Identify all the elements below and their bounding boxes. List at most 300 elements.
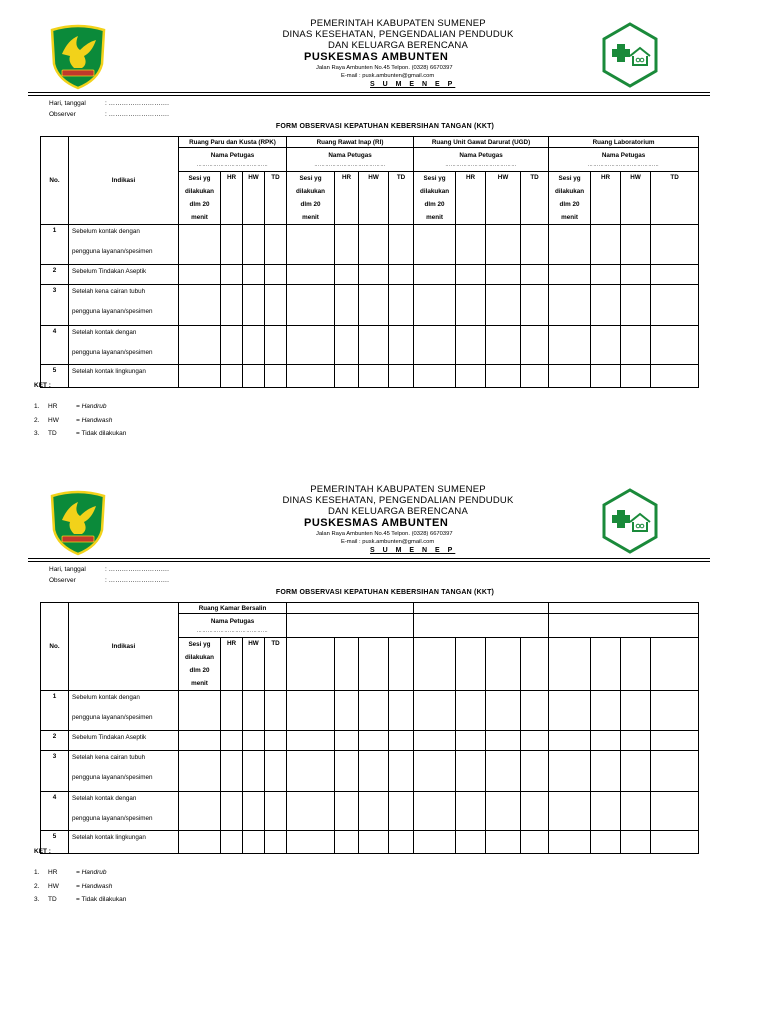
observer-field[interactable]: : ……………………….	[105, 577, 169, 584]
observation-cell[interactable]	[359, 285, 389, 326]
observation-cell[interactable]	[221, 731, 243, 751]
observation-cell[interactable]	[335, 731, 359, 751]
staff-name-dots[interactable]: …………………………………	[445, 161, 517, 168]
observation-cell[interactable]	[521, 326, 549, 365]
observation-cell[interactable]	[179, 831, 221, 854]
observation-cell[interactable]	[265, 751, 287, 792]
sesi-header	[179, 172, 221, 225]
observation-cell[interactable]	[486, 285, 521, 326]
letterhead-puskesmas-name: PUSKESMAS AMBUNTEN	[304, 517, 449, 529]
hr-header	[335, 638, 359, 691]
sesi-header	[287, 638, 335, 691]
observation-cell[interactable]	[456, 731, 486, 751]
observation-cell[interactable]	[335, 831, 359, 854]
indication-line-1: Setelah kontak lingkungan	[72, 368, 146, 375]
observation-cell[interactable]	[486, 731, 521, 751]
indication-line-1: Sebelum kontak dengan	[72, 694, 140, 701]
letterhead-agency: DINAS KESEHATAN, PENGENDALIAN PENDUDUK	[282, 29, 514, 40]
indication-row	[41, 265, 699, 285]
legend-item: 3. TD = Tidak dilakukan	[34, 896, 127, 903]
observation-cell[interactable]	[265, 731, 287, 751]
observation-cell[interactable]	[243, 285, 265, 326]
indication-line-2: pengguna layanan/spesimen	[72, 815, 153, 822]
td-header: TD	[651, 172, 699, 225]
observation-cell[interactable]	[243, 225, 265, 265]
observation-cell[interactable]	[221, 285, 243, 326]
staff-name-cell	[414, 614, 549, 638]
observation-cell[interactable]	[621, 265, 651, 285]
observation-cell[interactable]	[287, 285, 335, 326]
td-header: TD	[265, 638, 287, 691]
observation-cell[interactable]	[359, 265, 389, 285]
observation-cell[interactable]	[621, 731, 651, 751]
indication-text	[69, 326, 179, 365]
hr-header: HR	[335, 172, 359, 225]
observation-cell[interactable]	[651, 831, 699, 854]
observation-cell[interactable]	[549, 792, 591, 831]
observation-cell[interactable]	[521, 285, 549, 326]
letterhead-government: PEMERINTAH KABUPATEN SUMENEP	[310, 484, 486, 495]
observer-field[interactable]: : ……………………….	[105, 111, 169, 118]
observation-cell[interactable]	[287, 751, 335, 792]
sesi-line: dlm 20	[189, 201, 210, 208]
observation-cell[interactable]	[521, 731, 549, 751]
observation-cell[interactable]	[287, 265, 335, 285]
sesi-line: dlm 20	[300, 201, 321, 208]
td-header: TD	[389, 172, 414, 225]
form-title: FORM OBSERVASI KEPATUHAN KEBERSIHAN TANGAN (KKT)	[275, 123, 495, 130]
observation-cell[interactable]	[414, 265, 456, 285]
observation-cell[interactable]	[521, 365, 549, 388]
date-line	[49, 565, 169, 574]
staff-name-cell[interactable]	[414, 148, 549, 172]
observation-cell[interactable]	[389, 831, 414, 854]
indication-row	[41, 731, 699, 751]
staff-name-dots[interactable]: …………………………………	[587, 161, 660, 168]
observation-cell[interactable]	[243, 326, 265, 365]
indication-row	[41, 792, 699, 831]
observation-cell[interactable]	[359, 365, 389, 388]
observation-cell[interactable]	[265, 691, 287, 731]
staff-name-dots[interactable]: …………………………………	[196, 627, 269, 634]
observation-cell[interactable]	[265, 285, 287, 326]
observation-cell[interactable]	[287, 831, 335, 854]
observation-cell[interactable]	[179, 792, 221, 831]
room-name	[287, 603, 414, 614]
observation-cell[interactable]	[179, 265, 221, 285]
observation-cell[interactable]	[621, 831, 651, 854]
observation-cell[interactable]	[335, 326, 359, 365]
room-header-row	[41, 137, 699, 148]
col-indikasi-header: Indikasi	[69, 137, 179, 225]
observation-cell[interactable]	[359, 225, 389, 265]
observation-cell[interactable]	[651, 225, 699, 265]
indication-row	[41, 326, 699, 365]
hw-header: HW	[243, 638, 265, 691]
observation-cell[interactable]	[414, 792, 456, 831]
indication-line-2: pengguna layanan/spesimen	[72, 714, 153, 721]
puskesmas-logo-icon	[600, 22, 660, 88]
observation-cell[interactable]	[651, 326, 699, 365]
indication-text	[69, 225, 179, 265]
observation-cell[interactable]	[414, 751, 456, 792]
observation-cell[interactable]	[243, 792, 265, 831]
staff-name-label: Nama Petugas	[459, 151, 503, 159]
observation-cell[interactable]	[359, 731, 389, 751]
observation-cell[interactable]	[287, 691, 335, 731]
letterhead	[200, 484, 596, 556]
observation-cell[interactable]	[549, 265, 591, 285]
sesi-header	[287, 172, 335, 225]
observation-cell[interactable]	[179, 751, 221, 792]
header-divider	[28, 558, 710, 559]
observation-cell[interactable]	[243, 691, 265, 731]
letterhead-city: S U M E N E P	[370, 81, 456, 88]
staff-name-cell[interactable]	[179, 148, 287, 172]
room-name	[549, 603, 699, 614]
observation-cell[interactable]	[287, 326, 335, 365]
staff-name-cell[interactable]	[549, 148, 699, 172]
observation-cell[interactable]	[549, 326, 591, 365]
observation-cell[interactable]	[335, 792, 359, 831]
letterhead-city: S U M E N E P	[370, 547, 456, 554]
observation-cell[interactable]	[591, 265, 621, 285]
td-header: TD	[521, 172, 549, 225]
observation-cell[interactable]	[389, 691, 414, 731]
indication-text	[69, 831, 179, 854]
indication-line-1: Setelah kontak lingkungan	[72, 834, 146, 841]
observation-cell[interactable]	[486, 831, 521, 854]
observation-cell[interactable]	[335, 225, 359, 265]
legend-list	[34, 400, 126, 441]
observation-cell[interactable]	[221, 365, 243, 388]
indication-text	[69, 285, 179, 326]
sumenep-regency-emblem-icon	[48, 490, 108, 556]
observation-cell[interactable]	[486, 326, 521, 365]
indication-line-1: Setelah kontak dengan	[72, 329, 137, 336]
sesi-header	[414, 638, 456, 691]
observation-cell[interactable]	[456, 326, 486, 365]
row-number: 3	[41, 751, 69, 792]
sesi-line: menit	[191, 680, 208, 687]
observation-cell[interactable]	[335, 691, 359, 731]
hr-header	[591, 638, 621, 691]
observation-cell[interactable]	[179, 326, 221, 365]
indication-line-1: Sebelum Tindakan Aseptik	[72, 268, 147, 275]
observation-cell[interactable]	[359, 792, 389, 831]
observation-cell[interactable]	[287, 365, 335, 388]
observation-cell[interactable]	[456, 225, 486, 265]
observation-cell[interactable]	[414, 831, 456, 854]
indication-text	[69, 691, 179, 731]
letterhead-address: Jalan Raya Ambunten No.45 Telpon. (0328) 6670397	[316, 65, 453, 71]
td-header: TD	[265, 172, 287, 225]
observation-cell[interactable]	[486, 365, 521, 388]
letterhead-address: Jalan Raya Ambunten No.45 Telpon. (0328) 6670397	[316, 531, 453, 537]
letterhead-puskesmas-name: PUSKESMAS AMBUNTEN	[304, 51, 449, 63]
indication-row	[41, 225, 699, 265]
row-number: 5	[41, 365, 69, 388]
indication-row	[41, 365, 699, 388]
row-number: 4	[41, 326, 69, 365]
observation-cell[interactable]	[389, 285, 414, 326]
observation-cell[interactable]	[651, 792, 699, 831]
room-name: Ruang Unit Gawat Darurat (UGD)	[414, 137, 549, 148]
row-number: 1	[41, 691, 69, 731]
hw-header: HW	[621, 172, 651, 225]
indication-text	[69, 731, 179, 751]
ket-label: KET :	[34, 848, 51, 855]
observation-cell[interactable]	[335, 285, 359, 326]
observation-cell[interactable]	[414, 731, 456, 751]
observation-cell[interactable]	[359, 831, 389, 854]
indication-line-2: pengguna layanan/spesimen	[72, 774, 153, 781]
observation-cell[interactable]	[456, 365, 486, 388]
indication-text	[69, 365, 179, 388]
observation-cell[interactable]	[287, 731, 335, 751]
staff-name-cell	[287, 614, 414, 638]
observation-cell[interactable]	[359, 326, 389, 365]
observer-label: Observer	[49, 577, 76, 584]
form-title: FORM OBSERVASI KEPATUHAN KEBERSIHAN TANGAN (KKT)	[275, 589, 495, 596]
observation-cell[interactable]	[287, 225, 335, 265]
observation-cell[interactable]	[621, 365, 651, 388]
indication-line-2: pengguna layanan/spesimen	[72, 248, 153, 255]
observation-cell[interactable]	[549, 365, 591, 388]
observer-line	[49, 110, 169, 119]
observation-cell[interactable]	[549, 831, 591, 854]
room-name: Ruang Kamar Bersalin	[179, 603, 287, 614]
observation-cell[interactable]	[179, 731, 221, 751]
observation-cell[interactable]	[221, 265, 243, 285]
indication-row	[41, 751, 699, 792]
observation-cell[interactable]	[621, 751, 651, 792]
observation-cell[interactable]	[591, 285, 621, 326]
observation-cell[interactable]	[456, 751, 486, 792]
observation-cell[interactable]	[486, 691, 521, 731]
hr-header: HR	[221, 638, 243, 691]
observation-cell[interactable]	[549, 691, 591, 731]
legend-list	[34, 866, 126, 907]
observation-cell[interactable]	[243, 831, 265, 854]
indication-line-1: Sebelum kontak dengan	[72, 228, 140, 235]
observation-cell[interactable]	[243, 751, 265, 792]
staff-name-cell[interactable]	[179, 614, 287, 638]
observation-cell[interactable]	[179, 691, 221, 731]
observation-cell[interactable]	[456, 265, 486, 285]
indication-line-1: Setelah kena cairan tubuh	[72, 288, 146, 295]
observation-cell[interactable]	[651, 365, 699, 388]
staff-name-label: Nama Petugas	[210, 617, 255, 625]
observation-cell[interactable]	[549, 225, 591, 265]
letterhead-agency-2: DAN KELUARGA BERENCANA	[327, 40, 469, 51]
sesi-line: menit	[302, 214, 319, 221]
indication-text	[69, 792, 179, 831]
observation-cell[interactable]	[265, 831, 287, 854]
observation-cell[interactable]	[221, 225, 243, 265]
observation-cell[interactable]	[486, 751, 521, 792]
observation-cell[interactable]	[591, 751, 621, 792]
col-indikasi-header: Indikasi	[69, 603, 179, 691]
observation-cell[interactable]	[243, 731, 265, 751]
observation-cell[interactable]	[486, 265, 521, 285]
observation-cell[interactable]	[591, 225, 621, 265]
date-field[interactable]: : ……………………….	[105, 566, 169, 573]
sesi-header	[549, 172, 591, 225]
indication-text	[69, 265, 179, 285]
indication-row	[41, 831, 699, 854]
sesi-line: dlm 20	[189, 667, 210, 674]
observation-cell[interactable]	[591, 731, 621, 751]
sesi-header	[179, 638, 221, 691]
hw-header	[486, 638, 521, 691]
observation-cell[interactable]	[521, 225, 549, 265]
legend-item: 2. HW = Handwash	[34, 882, 113, 890]
observation-cell[interactable]	[389, 265, 414, 285]
staff-name-label: Nama Petugas	[601, 151, 646, 159]
col-no-header: No.	[41, 137, 69, 225]
letterhead-agency-2: DAN KELUARGA BERENCANA	[327, 506, 469, 517]
observation-cell[interactable]	[521, 792, 549, 831]
staff-name-label: Nama Petugas	[328, 151, 372, 159]
observation-cell[interactable]	[389, 225, 414, 265]
observation-cell[interactable]	[359, 691, 389, 731]
letterhead-government: PEMERINTAH KABUPATEN SUMENEP	[310, 18, 486, 29]
observation-cell[interactable]	[221, 751, 243, 792]
observation-cell[interactable]	[389, 792, 414, 831]
observation-cell[interactable]	[591, 326, 621, 365]
col-no-header: No.	[41, 603, 69, 691]
observation-cell[interactable]	[221, 691, 243, 731]
observation-cell[interactable]	[287, 792, 335, 831]
observation-cell[interactable]	[243, 365, 265, 388]
indication-text	[69, 751, 179, 792]
observation-cell[interactable]	[621, 225, 651, 265]
observation-cell[interactable]	[591, 792, 621, 831]
observation-cell[interactable]	[389, 751, 414, 792]
observation-cell[interactable]	[414, 225, 456, 265]
ket-label: KET :	[34, 382, 51, 389]
hw-header	[359, 638, 389, 691]
sesi-line: dilakukan	[295, 188, 326, 195]
sesi-line: dilakukan	[420, 188, 450, 195]
observation-cell[interactable]	[591, 831, 621, 854]
observation-cell[interactable]	[549, 731, 591, 751]
observation-cell[interactable]	[486, 792, 521, 831]
observation-cell[interactable]	[621, 691, 651, 731]
observation-cell[interactable]	[456, 831, 486, 854]
legend-item: 2. HW = Handwash	[34, 416, 113, 424]
date-field[interactable]: : ……………………….	[105, 100, 169, 107]
observation-cell[interactable]	[549, 285, 591, 326]
observation-cell[interactable]	[265, 326, 287, 365]
observation-cell[interactable]	[389, 326, 414, 365]
sesi-line: Sesi yg	[188, 175, 211, 182]
observation-cell[interactable]	[389, 731, 414, 751]
staff-name-cell[interactable]	[287, 148, 414, 172]
observation-cell[interactable]	[651, 285, 699, 326]
observation-cell[interactable]	[651, 691, 699, 731]
hr-header: HR	[221, 172, 243, 225]
staff-name-dots[interactable]: …………………………………	[314, 161, 386, 168]
observation-cell[interactable]	[651, 751, 699, 792]
sesi-line: dlm 20	[424, 201, 445, 208]
observation-cell[interactable]	[591, 691, 621, 731]
observation-cell[interactable]	[621, 326, 651, 365]
observation-cell[interactable]	[414, 365, 456, 388]
hr-header: HR	[456, 172, 486, 225]
staff-name-dots[interactable]: …………………………………	[196, 161, 269, 168]
observation-cell[interactable]	[179, 225, 221, 265]
observation-cell[interactable]	[651, 731, 699, 751]
observation-cell[interactable]	[521, 691, 549, 731]
puskesmas-logo-icon	[600, 488, 660, 554]
observation-cell[interactable]	[621, 285, 651, 326]
sesi-line: dilakukan	[184, 654, 215, 661]
letterhead-email: E-mail : pusk.ambunten@gmail.com	[341, 73, 435, 79]
observation-cell[interactable]	[179, 285, 221, 326]
sesi-line: dlm 20	[559, 201, 580, 208]
header-divider-thin	[28, 561, 710, 562]
observation-cell[interactable]	[651, 265, 699, 285]
observation-cell[interactable]	[243, 265, 265, 285]
observation-cell[interactable]	[221, 792, 243, 831]
room-name: Ruang Rawat Inap (RI)	[287, 137, 414, 148]
observation-cell[interactable]	[414, 285, 456, 326]
observation-cell[interactable]	[335, 365, 359, 388]
observation-cell[interactable]	[521, 751, 549, 792]
observation-cell[interactable]	[221, 326, 243, 365]
sesi-line: menit	[561, 214, 578, 221]
observation-cell[interactable]	[549, 751, 591, 792]
observation-cell[interactable]	[265, 265, 287, 285]
observation-cell[interactable]	[456, 792, 486, 831]
td-header	[651, 638, 699, 691]
observation-cell[interactable]	[335, 265, 359, 285]
staff-name-cell	[549, 614, 699, 638]
legend-item: 3. TD = Tidak dilakukan	[34, 430, 127, 437]
observation-cell[interactable]	[486, 225, 521, 265]
sesi-line: Sesi yg	[299, 175, 322, 182]
observation-cell[interactable]	[265, 225, 287, 265]
observation-cell[interactable]	[414, 691, 456, 731]
date-label: Hari, tanggal	[49, 100, 86, 107]
observation-cell[interactable]	[389, 365, 414, 388]
hr-header	[456, 638, 486, 691]
room-header-row	[41, 603, 699, 614]
observation-cell[interactable]	[265, 792, 287, 831]
observation-cell[interactable]	[359, 751, 389, 792]
row-number: 2	[41, 731, 69, 751]
observation-cell[interactable]	[521, 831, 549, 854]
indication-line-1: Setelah kontak dengan	[72, 795, 137, 802]
hw-header: HW	[359, 172, 389, 225]
observation-cell[interactable]	[221, 831, 243, 854]
observation-cell[interactable]	[591, 365, 621, 388]
row-number: 5	[41, 831, 69, 854]
sesi-line: Sesi yg	[423, 175, 446, 182]
observation-cell[interactable]	[456, 691, 486, 731]
observation-cell[interactable]	[414, 326, 456, 365]
observation-cell[interactable]	[335, 751, 359, 792]
observation-cell[interactable]	[179, 365, 221, 388]
room-name: Ruang Paru dan Kusta (RPK)	[179, 137, 287, 148]
observation-cell[interactable]	[456, 285, 486, 326]
row-number: 1	[41, 225, 69, 265]
observation-cell[interactable]	[265, 365, 287, 388]
observation-cell[interactable]	[621, 792, 651, 831]
observation-cell[interactable]	[521, 265, 549, 285]
